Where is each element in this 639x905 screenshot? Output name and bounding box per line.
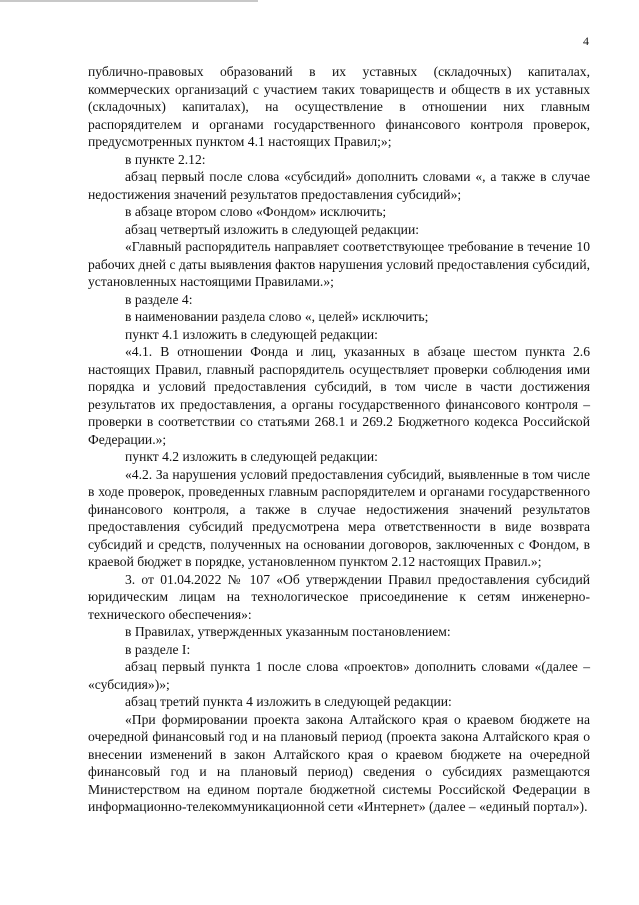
paragraph-7: в разделе 4: (125, 291, 193, 307)
paragraph-3: абзац первый после слова «субсидий» дополнить словами «, а также в случае недостижения значений результатов предоставления субсидий»; (88, 169, 590, 202)
paragraph-17: абзац третий пункта 4 изложить в следующей редакции: (125, 694, 452, 709)
paragraph-9: пункт 4.1 изложить в следующей редакции: (125, 326, 378, 342)
paragraph-4: в абзаце втором слово «Фондом» исключить; (125, 204, 387, 219)
paragraph-11: пункт 4.2 изложить в следующей редакции: (125, 449, 378, 464)
paragraph-13: 3. от 01.04.2022 № 107 «Об утверждении Правил предоставления субсидий юридическим лицам на технологическое присоединение к сетям инженерно-технического обеспечения»: (88, 571, 590, 622)
paragraph-12: «4.2. За нарушения условий предоставления субсидий, выявленные в том числе в ходе проверок, проведенных главным распорядителем и органами государственного финансового контроля, а также в случае недостижения значений результатов предоставления субсидий предусмотрена мера ответственности в виде возврата субсидий и средств, полученных на основании договоров, заключенных с Фондом, в краевой бюджет в порядке, установленном пунктом 2.12 настоящих Правил.»; (88, 466, 590, 569)
page-number: 4 (583, 34, 589, 48)
paragraph-16: абзац первый пункта 1 после слова «проектов» дополнить словами «(далее – «субсидия»)»; (88, 659, 590, 692)
scan-edge-line (0, 0, 258, 2)
paragraph-2: в пункте 2.12: (125, 151, 206, 167)
paragraph-18: «При формировании проекта закона Алтайского края о краевом бюджете на очередной финансовый год и на плановый период (проекта закона Алтайского края о внесении изменений в закон Алтайского края о краевом бюджете на очередной финансовый год и на плановый период) сведения о субсидиях размещаются Министерством на едином портале бюджетной системы Российской Федерации в информационно-телекоммуникационной сети «Интернет» (далее – «единый портал»). (88, 711, 590, 814)
document-body (88, 63, 590, 816)
paragraph-10: «4.1. В отношении Фонда и лиц, указанных в абзаце шестом пункта 2.6 настоящих Правил, главный распорядитель осуществляет проверки соблюдения ими порядка и условий предоставления субсидий, в том числе в части достижения результатов их предоставления, а органы государственного финансового контроля – проверки в соответствии со статьями 268.1 и 269.2 Бюджетного кодекса Российской Федерации.»; (88, 344, 590, 447)
paragraph-1: публично-правовых образований в их уставных (складочных) капиталах, коммерческих организаций с участием таких товариществ и обществ в их уставных (складочных) капиталах), на осуществление в отношении них главным распорядителем и органами государственного финансового контроля проверок, предусмотренных пунктом 4.1 настоящих Правил;»; (88, 64, 590, 149)
paragraph-15: в разделе I: (125, 641, 191, 657)
paragraph-5: абзац четвертый изложить в следующей редакции: (125, 221, 420, 237)
paragraph-8: в наименовании раздела слово «, целей» исключить; (125, 309, 429, 324)
paragraph-6: «Главный распорядитель направляет соответствующее требование в течение 10 рабочих дней с даты выявления фактов нарушения условий предоставления субсидий, установленных настоящими Правилами.»; (88, 239, 590, 289)
paragraph-14: в Правилах, утвержденных указанным постановлением: (125, 624, 451, 639)
